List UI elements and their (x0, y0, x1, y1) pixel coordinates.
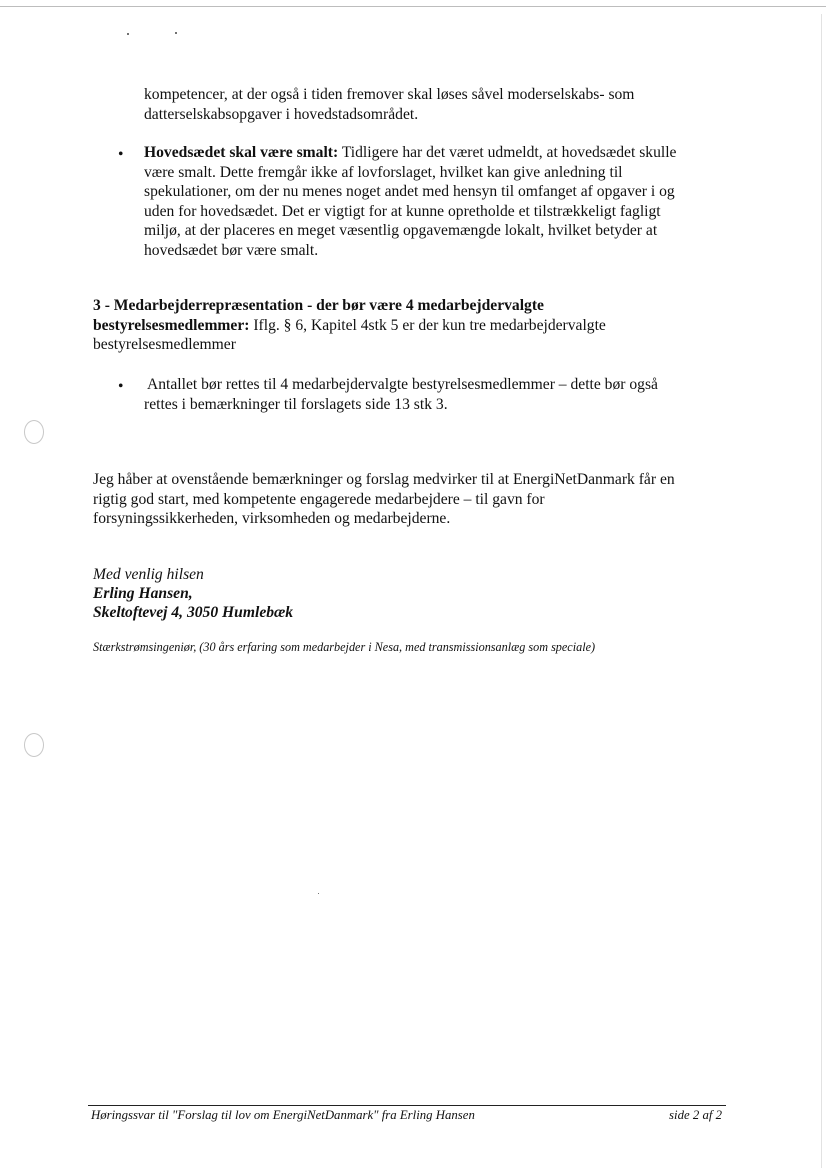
bullet-lead: Hovedsædet skal være smalt: (144, 144, 339, 161)
text-line: rettes i bemærkninger til forslagets side 13 stk 3. (144, 395, 448, 413)
text-line: rigtig god start, med kompetente engagerede medarbejdere – til gavn for (93, 490, 545, 508)
signature-closing: Med venlig hilsen (93, 566, 204, 583)
text-line: datterselskabsopgaver i hovedstadsområdet. (144, 105, 419, 123)
text-line (144, 143, 676, 163)
scan-speck (127, 33, 129, 35)
closing-paragraph (93, 470, 675, 529)
text-line: miljø, at der placeres en meget væsentlig opgavemængde lokalt, hvilket betyder at (144, 222, 658, 240)
text-line (93, 316, 606, 336)
scan-top-edge (0, 6, 826, 7)
signature-title: Stærkstrømsingeniør, (30 års erfaring som medarbejder i Nesa, med transmissionsanlæg som speciale) (93, 640, 596, 654)
continuation-paragraph (144, 85, 634, 124)
text-line: hovedsædet bør være smalt. (144, 241, 319, 259)
signature-address: Skeltoftevej 4, 3050 Humlebæk (93, 604, 294, 621)
bullet-symbol: • (118, 146, 124, 163)
text-line: være smalt. Dette fremgår ikke af lovforslaget, hvilket kan give anledning til (144, 163, 623, 181)
footer-document-title: Høringssvar til "Forslag til lov om EnergiNetDanmark" fra Erling Hansen (91, 1108, 475, 1122)
bullet-item-hovedsaede (144, 143, 676, 261)
text-line: Antallet bør rettes til 4 medarbejdervalgte bestyrelsesmedlemmer – dette bør også (147, 376, 658, 393)
scan-right-edge (821, 14, 822, 1168)
text-line: kompetencer, at der også i tiden fremover skal løses såvel moderselskabs- som (144, 86, 635, 103)
text-line: Jeg håber at ovenstående bemærkninger og forslag medvirker til at EnergiNetDanmark får en (93, 471, 675, 488)
section-heading-text: Iflg. § 6, Kapitel 4stk 5 er der kun tre medarbejdervalgte (249, 316, 606, 334)
text-line: uden for hovedsædet. Det er vigtigt for at kunne opretholde et tilstrækkeligt fagligt (144, 202, 661, 220)
bullet-item-antallet (144, 375, 658, 414)
scan-speck (318, 893, 319, 894)
footer-page-number: side 2 af 2 (669, 1108, 722, 1122)
footer-rule (88, 1105, 726, 1106)
section-heading-line: 3 - Medarbejderrepræsentation - der bør være 4 medarbejdervalgte (93, 297, 544, 314)
text-line: spekulationer, om der nu menes noget andet med hensyn til omfanget af opgaver i og (144, 183, 675, 201)
signature-name: Erling Hansen, (93, 585, 193, 602)
bullet-symbol: • (118, 378, 124, 395)
bullet-text: Tidligere har det været udmeldt, at hovedsædet skulle (338, 144, 677, 161)
punch-hole-mark (24, 733, 44, 757)
punch-hole-mark (24, 420, 44, 444)
section-3-heading (93, 296, 606, 355)
section-heading-bold: bestyrelsesmedlemmer: (93, 316, 250, 334)
scan-speck (175, 32, 177, 34)
text-line: bestyrelsesmedlemmer (93, 336, 236, 354)
text-line: forsyningssikkerheden, virksomheden og medarbejderne. (93, 510, 451, 528)
